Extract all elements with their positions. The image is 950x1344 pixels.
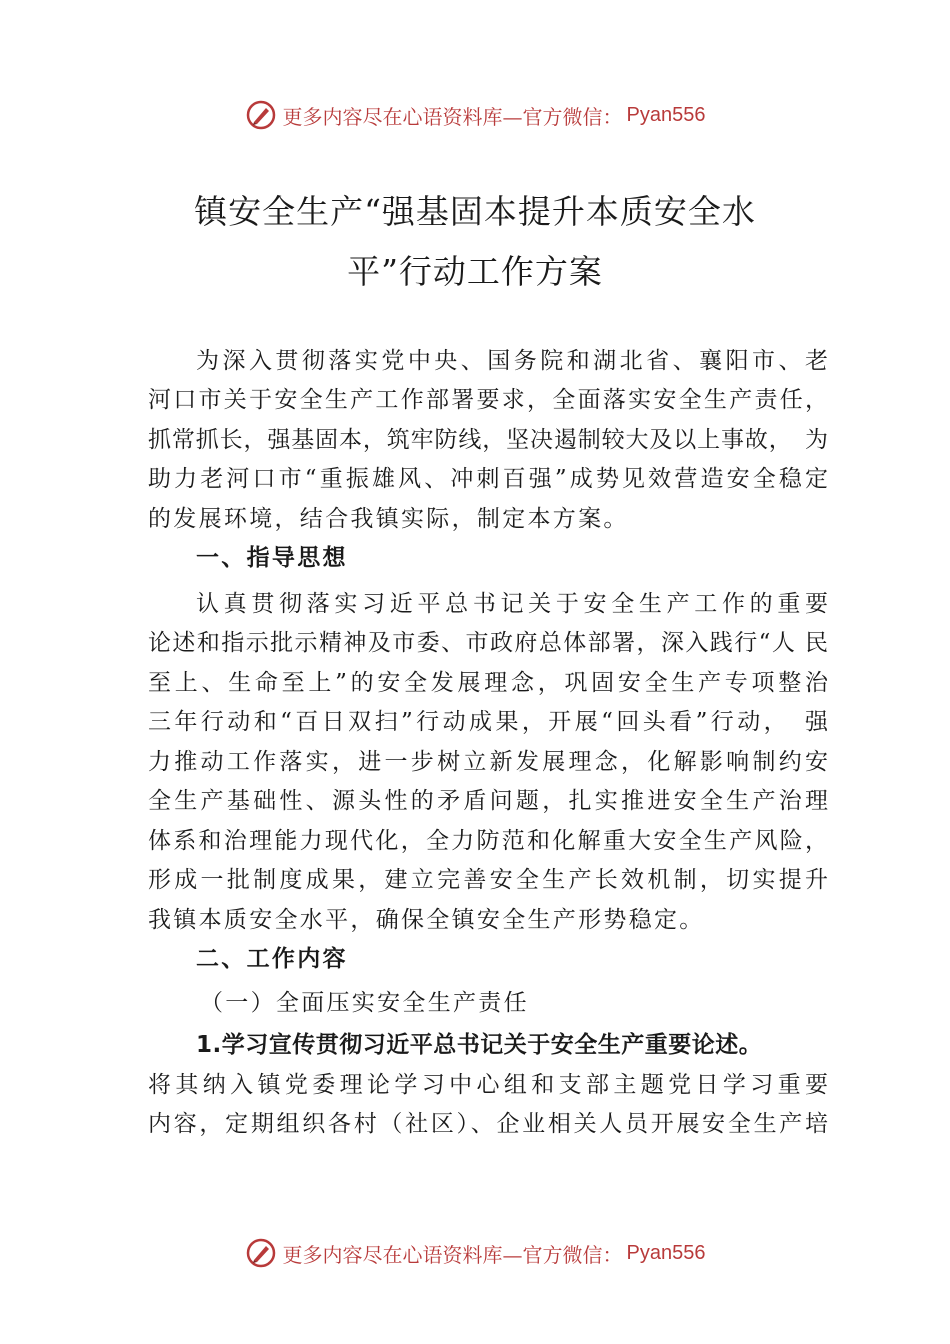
paragraph-line: 全生产基础性、源头性的矛盾问题，扎实推进安全生产治理 bbox=[148, 788, 828, 814]
logo-icon bbox=[245, 1237, 277, 1269]
paragraph-line: 形成一批制度成果，建立完善安全生产长效机制，切实提升 bbox=[148, 867, 828, 893]
paragraph-line: 助力老河口市“重振雄风、冲刺百强”成势见效营造安全稳定 bbox=[148, 466, 828, 492]
item-heading: 1.学习宣传贯彻习近平总书记关于安全生产重要论述。 bbox=[196, 1032, 763, 1058]
paragraph-line: 至上、生命至上”的安全发展理念，巩固安全生产专项整治 bbox=[148, 670, 828, 696]
paragraph-line: 将其纳入镇党委理论学习中心组和支部主题党日学习重要 bbox=[148, 1072, 828, 1098]
paragraph-line: 体系和治理能力现代化，全力防范和化解重大安全生产风险， bbox=[148, 828, 828, 854]
paragraph-line: 抓常抓长，强基固本，筑牢防线，坚决遏制较大及以上事故， 为 bbox=[148, 427, 828, 453]
watermark-code: Pyan556 bbox=[626, 1241, 706, 1264]
paragraph-line: 内容，定期组织各村（社区）、企业相关人员开展安全生产培 bbox=[148, 1111, 828, 1137]
watermark-header bbox=[0, 98, 950, 132]
logo-icon bbox=[245, 99, 277, 131]
paragraph-line: 的发展环境，结合我镇实际，制定本方案。 bbox=[148, 506, 629, 532]
section-heading-1: 一、指导思想 bbox=[196, 545, 348, 571]
watermark-code: Pyan556 bbox=[626, 103, 706, 126]
paragraph-line: 为深入贯彻落实党中央、国务院和湖北省、襄阳市、老 bbox=[196, 348, 828, 374]
watermark-text: 更多内容尽在心语资料库—官方微信： bbox=[282, 1242, 623, 1267]
paragraph-line: 认真贯彻落实习近平总书记关于安全生产工作的重要 bbox=[196, 591, 828, 617]
paragraph-line: 河口市关于安全生产工作部署要求，全面落实安全生产责任， bbox=[148, 387, 828, 413]
subsection-heading: （一）全面压实安全生产责任 bbox=[200, 990, 529, 1016]
paragraph-line: 我镇本质安全水平，确保全镇安全生产形势稳定。 bbox=[148, 907, 705, 933]
paragraph-line: 三年行动和“百日双扫”行动成果，开展“回头看”行动， 强 bbox=[148, 709, 828, 735]
paragraph-line: 论述和指示批示精神及市委、市政府总体部署，深入践行“人 民 bbox=[148, 630, 828, 656]
document-title-line-2: 平”行动工作方案 bbox=[347, 252, 603, 291]
watermark-text: 更多内容尽在心语资料库—官方微信： bbox=[282, 104, 623, 129]
document-title-line-1: 镇安全生产“强基固本提升本质安全水 bbox=[194, 192, 756, 231]
watermark-footer bbox=[0, 1236, 950, 1270]
paragraph-line: 力推动工作落实，进一步树立新发展理念，化解影响制约安 bbox=[148, 749, 828, 775]
section-heading-2: 二、工作内容 bbox=[196, 946, 348, 972]
